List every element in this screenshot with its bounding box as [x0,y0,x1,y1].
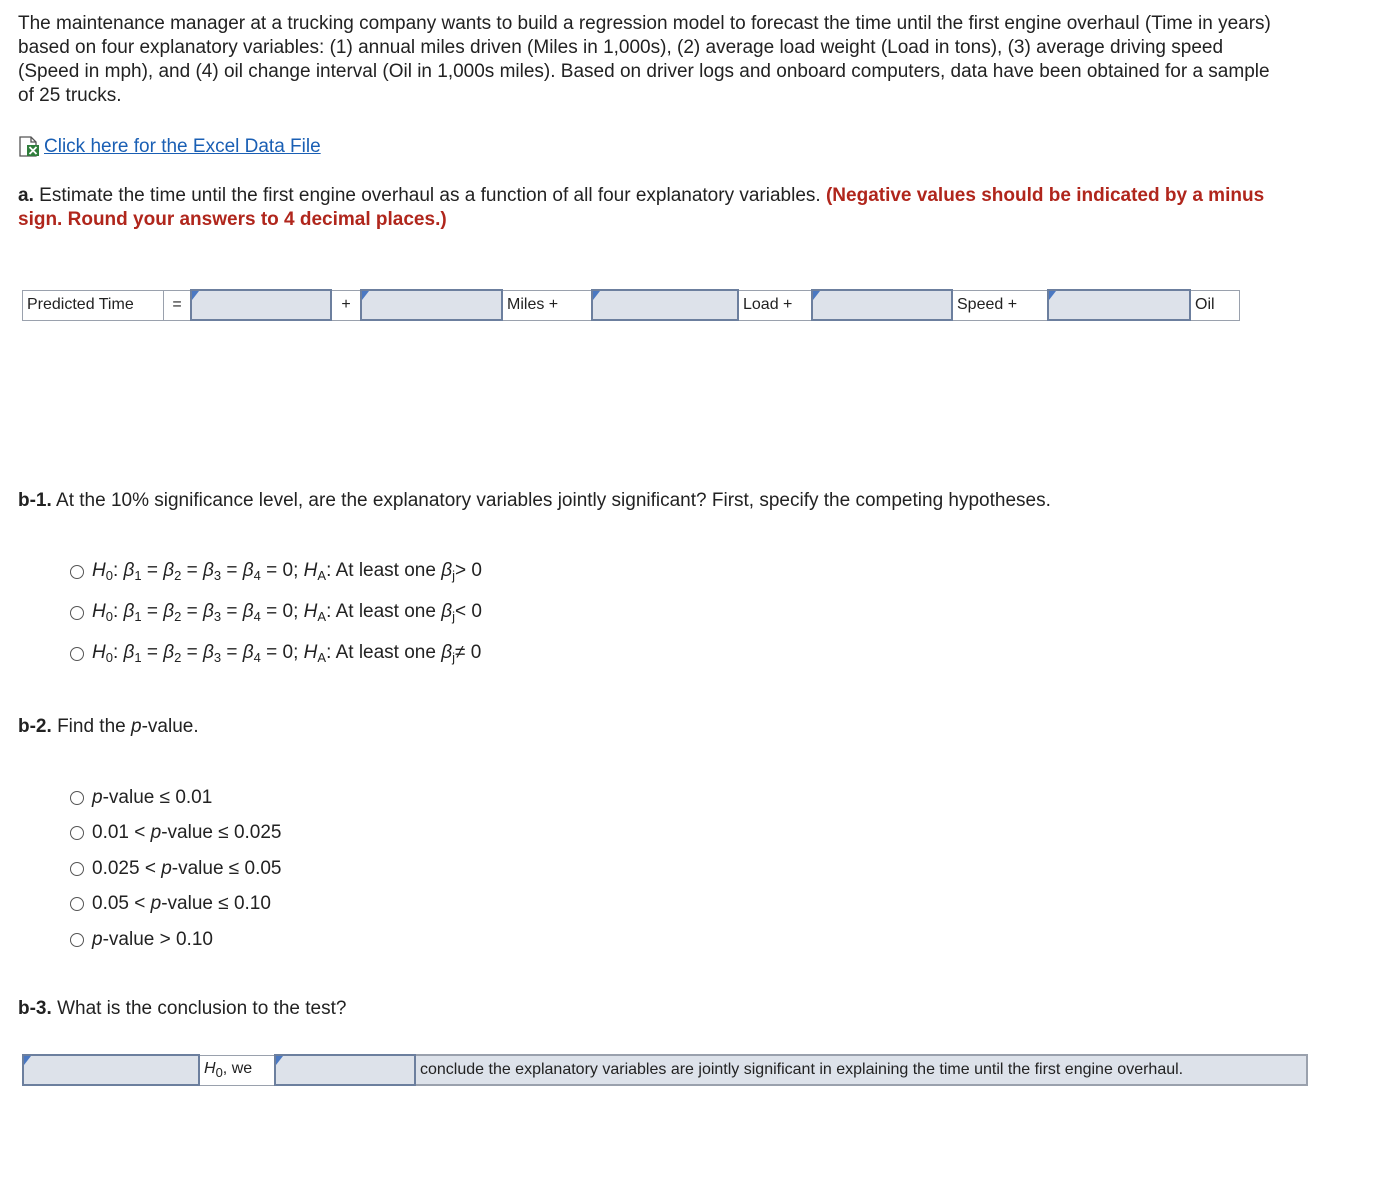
speed-coefficient-input[interactable] [812,290,952,320]
p-value-option[interactable] [70,887,282,923]
p-value-radio-2[interactable] [70,826,84,840]
part-b3-question [18,997,346,1021]
p-value-option[interactable] [70,922,282,958]
equals-sign: = [164,290,192,320]
miles-coefficient-field[interactable] [366,291,497,319]
conclusion-text: conclude the explanatory variables are jointly significant in explaining the time until the first engine overhaul. [415,1055,1307,1085]
input-flag-icon [593,291,600,300]
intercept-input[interactable] [191,290,331,320]
load-term-label: Load + [738,290,812,320]
miles-coefficient-input[interactable] [361,290,502,320]
oil-coefficient-input[interactable] [1048,290,1190,320]
part-b1-text: At the 10% significance level, are the explanatory variables jointly significant? First, specify the competing hypotheses. [56,490,1051,511]
plus-sign: + [331,290,361,320]
hypothesis-radio-1[interactable] [70,565,84,579]
hypothesis-text: $H_0$: $\beta_1 = \beta_2 = \beta_3 = \beta_4 = 0$; $H_A$: At least one $\beta_j< 0$ [92,601,482,624]
p-value-option-text: p-value > 0.10 [92,928,213,950]
oil-term-label: Oil [1190,290,1240,320]
input-flag-icon [192,291,199,300]
input-flag-icon [1049,291,1056,300]
excel-data-file-link[interactable] [18,134,321,160]
part-b3-label: b-3. [18,998,52,1019]
dropdown-flag-icon [276,1056,283,1065]
p-value-option-text: 0.025 < p-value ≤ 0.05 [92,857,282,879]
part-b3-text: What is the conclusion to the test? [57,998,347,1019]
problem-statement: The maintenance manager at a trucking company wants to build a regression model to forecast the time until the first engine overhaul (Time in years) based on four explanatory variables: (1) annual miles driven (Miles in 1,000s), (2) average load weight (Load in tons), (3) average driving speed (Speed in mph), and (4) oil change interval (Oil in 1,000s miles). Based on driver logs and onboard computers, data have been obtained for a sample of 25 trucks. [18,13,1271,106]
p-value-radio-5[interactable] [70,933,84,947]
p-value-option-text: 0.01 < p-value ≤ 0.025 [92,822,282,844]
load-coefficient-input[interactable] [592,290,738,320]
p-value-radio-3[interactable] [70,862,84,876]
conclusion-table [22,1054,1308,1086]
p-value-option[interactable] [70,816,282,852]
p-value-radio-4[interactable] [70,897,84,911]
part-b2-question: b-2. Find the p-value. [18,716,199,737]
conclusion-decision-dropdown[interactable] [275,1055,415,1085]
hypothesis-option[interactable] [70,633,482,674]
hypothesis-text: $H_0$: $\beta_1 = \beta_2 = \beta_3 = \beta_4 = 0$; $H_A$: At least one $\beta_j\ne 0$ [92,642,482,665]
part-a-text: Estimate the time until the first engine overhaul as a function of all four explanatory variables. [39,185,821,206]
hypothesis-radio-3[interactable] [70,647,84,661]
conclusion-decision-field[interactable] [280,1056,410,1084]
load-coefficient-field[interactable] [597,291,733,319]
p-value-option[interactable] [70,851,282,887]
part-a-label: a. [18,185,34,206]
part-b1-question [18,489,1051,513]
input-flag-icon [813,291,820,300]
part-b2-label: b-2. [18,716,52,737]
input-flag-icon [362,291,369,300]
part-a-question [18,184,1288,232]
p-value-option[interactable] [70,780,282,816]
p-value-options [70,780,282,958]
hypothesis-option[interactable] [70,551,482,592]
excel-data-file-link-text[interactable]: Click here for the Excel Data File [44,136,321,157]
part-b1-label: b-1. [18,490,52,511]
oil-coefficient-field[interactable] [1053,291,1185,319]
reject-decision-dropdown[interactable] [23,1055,199,1085]
hypotheses-options [70,551,482,674]
h0-we-label: $H_0$, we [199,1055,275,1085]
reject-decision-field[interactable] [28,1056,194,1084]
miles-term-label: Miles + [502,290,592,320]
dropdown-flag-icon [24,1056,31,1065]
excel-file-icon [18,136,42,158]
hypothesis-option[interactable] [70,592,482,633]
hypothesis-text: $H_0$: $\beta_1 = \beta_2 = \beta_3 = \beta_4 = 0$; $H_A$: At least one $\beta_j> 0$ [92,560,482,583]
p-value-option-text: p-value ≤ 0.01 [92,786,213,808]
intercept-field[interactable] [196,291,326,319]
p-value-radio-1[interactable] [70,791,84,805]
predicted-time-label: Predicted Time [23,290,164,320]
speed-coefficient-field[interactable] [817,291,947,319]
hypothesis-radio-2[interactable] [70,606,84,620]
part-a-instruction: (Negative values should be indicated by a minus sign. Round your answers to 4 decimal places.) [18,185,1265,230]
speed-term-label: Speed + [952,290,1048,320]
p-value-option-text: 0.05 < p-value ≤ 0.10 [92,893,271,915]
regression-equation-table [22,289,1240,321]
